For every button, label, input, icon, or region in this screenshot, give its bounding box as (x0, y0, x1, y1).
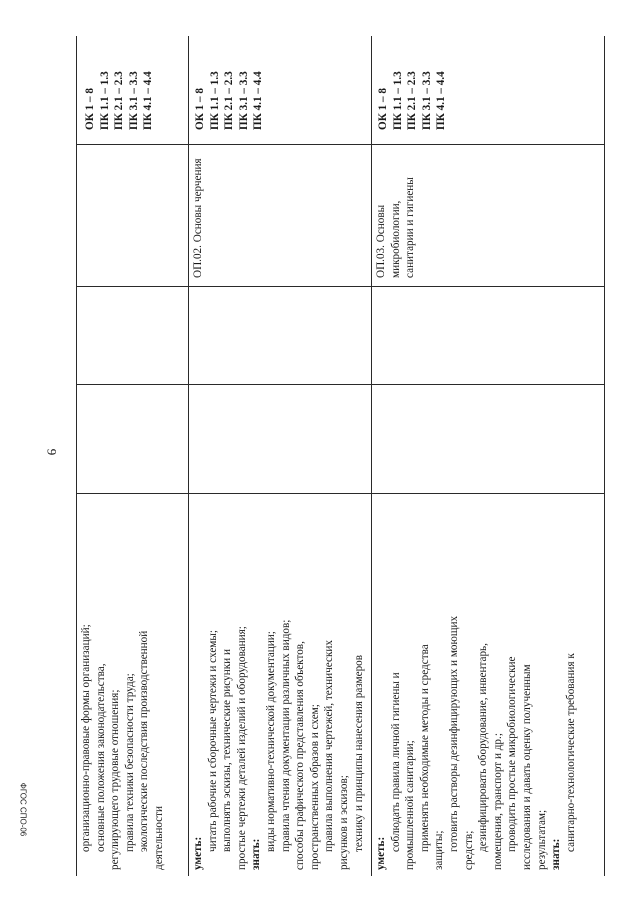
competency-code: ПК 2.1 – 2.3 (113, 71, 126, 130)
competency-code: ПК 3.1 – 3.3 (237, 71, 250, 130)
content-line: экологические последствия производственной (138, 630, 151, 852)
content-line: правила техники безопасности труда; (123, 673, 136, 852)
discipline-title: ОП.02. Основы черчения (192, 158, 204, 278)
content-line: организационно-правовые формы организаций; (80, 624, 92, 852)
column-divider-2 (76, 286, 605, 287)
content-line: помещения, транспорт и др.; (491, 733, 504, 870)
content-line: уметь: (192, 836, 204, 870)
competency-code: ПК 2.1 – 2.3 (223, 71, 236, 130)
column-divider-3 (76, 384, 605, 385)
row2-competencies-cell (189, 37, 371, 144)
content-line: основные положения законодательства, (94, 663, 107, 852)
content-line: дезинфицировать оборудование, инвентарь, (477, 643, 490, 852)
competency-code: ПК 1.1 – 1.3 (208, 71, 221, 130)
content-line: средств; (462, 830, 475, 870)
content-line: правила чтения документации различных видов; (279, 619, 292, 852)
competency-code: ПК 3.1 – 3.3 (420, 71, 433, 130)
page-number: 9 (44, 448, 60, 456)
competency-code: ПК 4.1 – 4.4 (435, 71, 448, 130)
content-line: простые чертежи деталей изделий и оборудования; (235, 626, 248, 870)
content-line: результатам; (535, 809, 548, 870)
row1-competencies-cell (77, 37, 188, 144)
content-line: деятельности (152, 805, 165, 870)
content-line: технику и принципы нанесения размеров (352, 654, 365, 852)
row3-competencies-cell (372, 37, 604, 144)
content-line: читать рабочие и сборочные чертежи и схемы; (206, 630, 219, 852)
competency-code: ПК 4.1 – 4.4 (142, 71, 155, 130)
competency-code: ПК 1.1 – 1.3 (98, 71, 111, 130)
competency-code: ОК 1 – 8 (377, 88, 389, 130)
row1-content-cell (77, 494, 188, 876)
content-line: исследования и давать оценку полученным (520, 664, 533, 870)
content-line: знать: (550, 838, 563, 870)
content-line: знать: (250, 838, 263, 870)
content-line: способы графического представления объектов, (294, 641, 307, 870)
content-line: регулирующего трудовые отношения; (109, 689, 122, 870)
discipline-title: ОП.03. Основы микробиологии, санитарии и гигиены (375, 177, 417, 278)
competency-code: ПК 3.1 – 3.3 (127, 71, 140, 130)
content-line: проводить простые микробиологические (506, 656, 519, 852)
row3-content-cell (372, 494, 604, 876)
row2-content-cell (189, 494, 371, 876)
content-line: промышленной санитарии; (404, 740, 417, 870)
content-line: защиты; (433, 830, 446, 870)
row3-discipline-cell (372, 145, 604, 286)
content-line: санитарно-технологические требования к (564, 653, 577, 852)
competency-code: ПК 4.1 – 4.4 (252, 71, 265, 130)
content-line: готовить растворы дезинфицирующих и моющих (447, 615, 460, 852)
competency-code: ОК 1 – 8 (194, 88, 206, 130)
content-line: соблюдать правила личной гигиены и (389, 672, 402, 852)
content-line: выполнять эскизы, технические рисунки и (221, 649, 234, 852)
content-line: виды нормативно-технической документации; (264, 631, 277, 852)
competency-code: ПК 1.1 – 1.3 (391, 71, 404, 130)
table-border-right (604, 36, 605, 876)
footer-code: ФГОС СПО-06 (18, 782, 28, 837)
content-line: пространственных образов и схем; (308, 704, 321, 870)
rotated-table (76, 36, 605, 876)
content-line: правила выполнения чертежей, технических (323, 640, 336, 852)
competency-code: ПК 2.1 – 2.3 (406, 71, 419, 130)
competency-code: ОК 1 – 8 (84, 88, 96, 130)
content-line: уметь: (375, 836, 387, 870)
content-line: применять необходимые методы и средства (418, 644, 431, 852)
row2-discipline-cell (189, 145, 371, 286)
content-line: рисунков и эскизов; (337, 775, 350, 870)
